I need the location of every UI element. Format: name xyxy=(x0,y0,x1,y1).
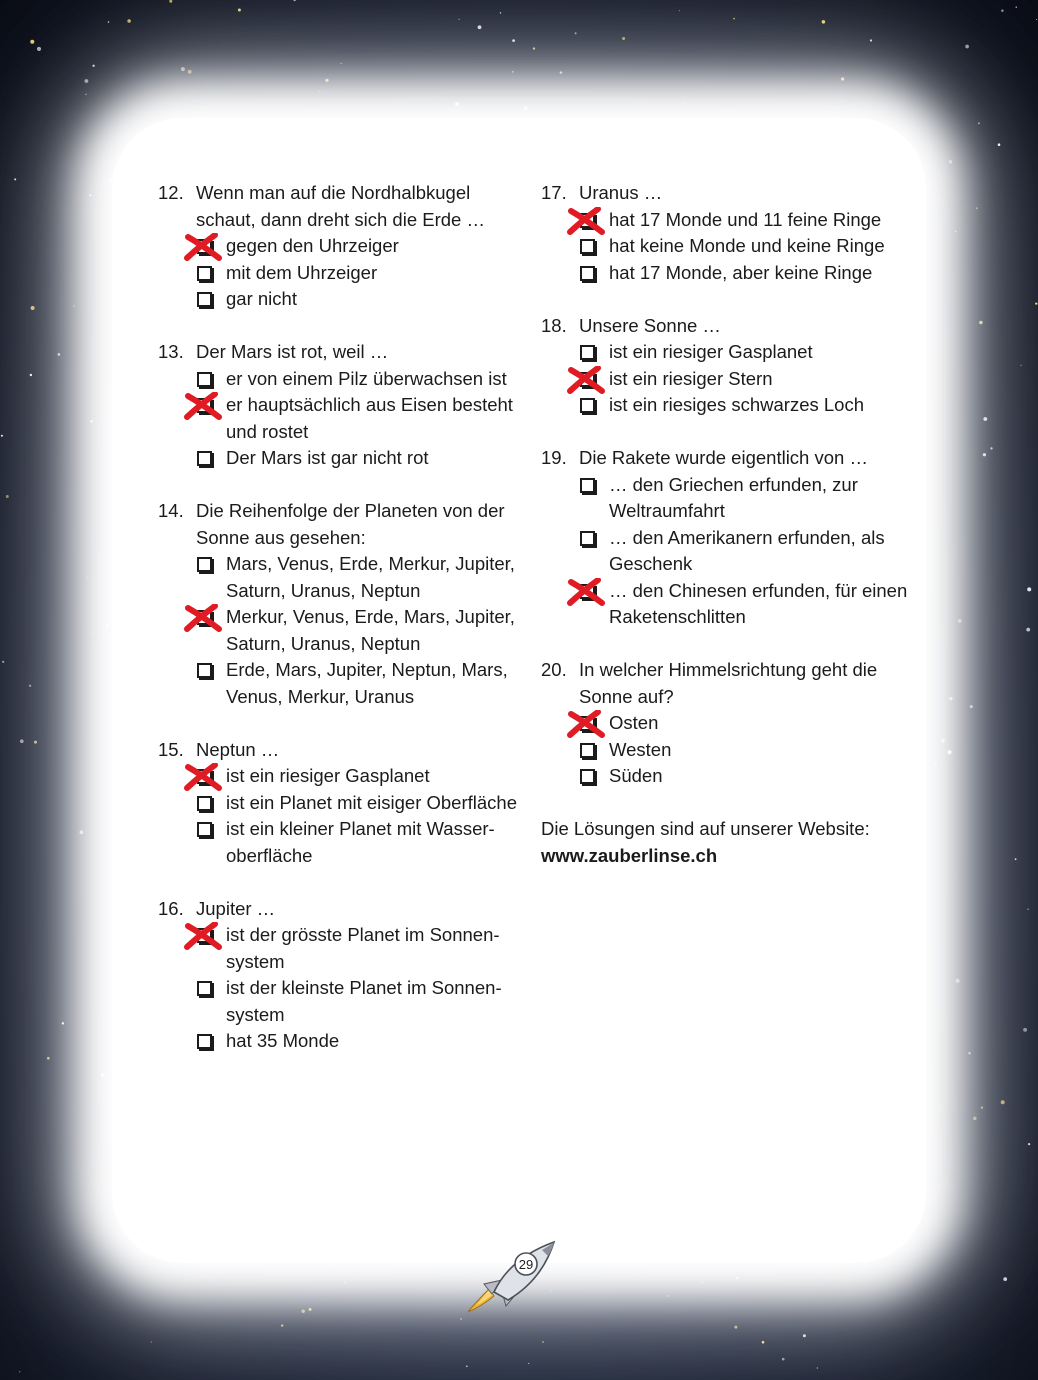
checkbox-icon[interactable] xyxy=(197,372,212,387)
answer-option[interactable] xyxy=(196,260,518,287)
answer-text: Süden xyxy=(609,765,663,786)
question-20 xyxy=(541,657,911,790)
star xyxy=(1015,858,1017,860)
question-text: Unsere Sonne … xyxy=(579,314,721,336)
star xyxy=(29,685,31,687)
answer-text: Westen xyxy=(609,738,672,760)
answer-text: ist ein kleiner Planet mit Wasseroberfläche xyxy=(226,818,495,866)
answer-text: Erde, Mars, Jupiter, Neptun, Mars, Venus, Merkur, Uranus xyxy=(226,659,508,707)
star xyxy=(1020,365,1021,366)
star xyxy=(1036,19,1037,20)
question-13 xyxy=(158,339,518,472)
answer-text: er hauptsächlich aus Eisen besteht und rostet xyxy=(226,394,513,442)
question-12 xyxy=(158,180,518,313)
star xyxy=(973,1117,976,1120)
star xyxy=(309,1308,312,1311)
rocket-page-number xyxy=(462,1236,566,1316)
star xyxy=(478,25,482,29)
star xyxy=(990,447,992,449)
answer-option[interactable] xyxy=(196,445,518,472)
question-number: 20. xyxy=(541,659,567,680)
red-cross-mark-icon xyxy=(184,392,222,420)
answer-text: … den Amerikanern erfunden, als Geschenk xyxy=(609,526,885,574)
star xyxy=(455,102,459,106)
answer-text: gegen den Uhrzeiger xyxy=(226,235,399,256)
star xyxy=(101,1073,105,1077)
star xyxy=(934,763,937,766)
red-cross-mark-icon xyxy=(184,922,222,950)
checkbox-icon[interactable] xyxy=(197,822,212,837)
star xyxy=(667,1295,668,1296)
star xyxy=(869,112,870,113)
star xyxy=(542,1341,544,1343)
star xyxy=(87,577,88,578)
answer-option[interactable] xyxy=(196,790,518,817)
checkbox-icon[interactable] xyxy=(197,981,212,996)
star xyxy=(978,122,980,124)
checkbox-icon[interactable] xyxy=(580,531,595,546)
star xyxy=(89,194,91,196)
question-number: 16. xyxy=(158,897,184,919)
answer-option[interactable] xyxy=(196,763,518,790)
star xyxy=(301,1309,304,1312)
answer-option[interactable] xyxy=(579,366,911,393)
star xyxy=(92,65,94,67)
star xyxy=(90,420,92,422)
star xyxy=(293,0,295,1)
star xyxy=(947,750,951,754)
star xyxy=(92,633,94,635)
star xyxy=(1003,1277,1007,1281)
checkbox-icon[interactable] xyxy=(197,663,212,678)
star xyxy=(466,1365,468,1367)
checkbox-icon[interactable] xyxy=(197,796,212,811)
star xyxy=(169,0,172,3)
questions-column-left xyxy=(158,180,518,1081)
star xyxy=(870,39,872,41)
star xyxy=(2,661,4,663)
answer-option[interactable] xyxy=(196,816,518,869)
star xyxy=(979,321,983,325)
page-number: 29 xyxy=(518,1257,534,1272)
question-text: Die Reihenfolge der Planeten von der Sonne aus gesehen: xyxy=(196,500,505,548)
answer-text: er von einem Pilz überwachsen ist xyxy=(226,367,507,389)
question-number: 17. xyxy=(541,182,567,203)
question-18 xyxy=(541,313,911,419)
question-14 xyxy=(158,498,518,710)
answer-text: ist ein riesiger Gasplanet xyxy=(226,765,430,786)
answer-text: hat 17 Monde und 11 feine Ringe xyxy=(609,208,882,230)
star xyxy=(822,20,825,23)
star xyxy=(341,63,342,64)
answer-text: hat 17 Monde, aber keine Ringe xyxy=(609,261,873,283)
solutions-text: Die Lösungen sind auf unserer Website: xyxy=(541,818,870,839)
answer-text: Osten xyxy=(609,712,659,733)
star xyxy=(949,160,952,163)
star xyxy=(37,47,41,51)
star xyxy=(19,1371,20,1372)
star xyxy=(965,45,969,49)
star xyxy=(84,79,88,83)
star xyxy=(533,47,535,49)
star xyxy=(955,231,957,233)
star xyxy=(512,71,514,73)
answer-text: ist ein riesiges schwarzes Loch xyxy=(609,394,864,415)
answer-option[interactable] xyxy=(196,975,518,1028)
question-text: Jupiter … xyxy=(196,897,276,919)
answer-text: ist ein riesiger Gasplanet xyxy=(609,341,813,362)
star xyxy=(927,784,928,785)
star xyxy=(528,1363,529,1364)
red-cross-mark-icon xyxy=(184,604,222,632)
question-19 xyxy=(541,445,911,631)
star xyxy=(460,1318,462,1320)
answer-option[interactable] xyxy=(579,737,911,764)
star xyxy=(817,1367,818,1368)
star xyxy=(58,353,61,356)
checkbox-icon[interactable] xyxy=(580,345,595,360)
star xyxy=(30,40,34,44)
star xyxy=(1027,908,1029,910)
star xyxy=(702,1282,704,1284)
star xyxy=(62,1022,64,1024)
star xyxy=(733,18,735,20)
answer-option[interactable] xyxy=(196,922,518,975)
answer-text: Merkur, Venus, Erde, Mars, Jupiter, Saturn, Uranus, Neptun xyxy=(226,606,515,654)
question-number: 15. xyxy=(158,738,184,760)
star xyxy=(983,453,986,456)
star xyxy=(325,79,328,82)
question-17 xyxy=(541,180,911,286)
checkbox-icon[interactable] xyxy=(197,266,212,281)
answer-text: ist ein Planet mit eisiger Oberfläche xyxy=(226,791,517,813)
star xyxy=(949,697,952,700)
star xyxy=(97,184,98,185)
answer-option[interactable] xyxy=(196,657,518,710)
star xyxy=(803,1334,806,1337)
star xyxy=(1026,628,1030,632)
red-cross-mark-icon xyxy=(567,366,605,394)
question-text: In welcher Himmelsrichtung geht die Sonne auf? xyxy=(579,659,878,707)
solutions-website-link[interactable]: www.zauberlinse.ch xyxy=(541,844,718,866)
answer-option[interactable] xyxy=(579,260,911,287)
star xyxy=(344,1281,346,1283)
star xyxy=(689,1268,690,1269)
star xyxy=(47,1057,50,1060)
answer-option[interactable] xyxy=(579,710,911,737)
checkbox-icon[interactable] xyxy=(197,1034,212,1049)
star xyxy=(331,1263,333,1265)
answer-option[interactable] xyxy=(579,472,911,525)
star xyxy=(983,417,987,421)
star xyxy=(281,1324,283,1326)
star xyxy=(956,979,960,983)
question-text: Der Mars ist rot, weil … xyxy=(196,341,389,362)
star xyxy=(560,71,562,73)
red-cross-mark-icon xyxy=(567,207,605,235)
answer-option[interactable] xyxy=(579,392,911,419)
question-number: 18. xyxy=(541,314,567,336)
star xyxy=(512,39,515,42)
answer-option[interactable] xyxy=(196,233,518,260)
star xyxy=(633,1273,635,1275)
checkbox-icon[interactable] xyxy=(580,266,595,281)
star xyxy=(679,10,680,11)
star xyxy=(970,705,973,708)
star xyxy=(108,21,110,23)
answer-text: … den Griechen erfunden, zur Weltraumfahrt xyxy=(609,473,858,521)
star xyxy=(958,619,962,623)
star xyxy=(1001,1100,1005,1104)
red-cross-mark-icon xyxy=(567,710,605,738)
star xyxy=(1,435,3,437)
question-number: 13. xyxy=(158,341,184,362)
answer-option[interactable] xyxy=(579,578,911,631)
question-number: 12. xyxy=(158,182,184,203)
star xyxy=(1027,587,1031,591)
question-number: 19. xyxy=(541,447,567,468)
answer-text: gar nicht xyxy=(226,288,297,309)
question-16 xyxy=(158,896,518,1055)
answer-text: … den Chinesen erfunden, für einen Raketenschlitten xyxy=(609,579,908,627)
star xyxy=(1028,1143,1030,1145)
star xyxy=(976,207,978,209)
star xyxy=(968,1052,970,1054)
star xyxy=(683,102,684,103)
answer-option[interactable] xyxy=(196,551,518,604)
star xyxy=(459,19,460,20)
red-cross-mark-icon xyxy=(184,233,222,261)
star xyxy=(940,1104,941,1105)
question-text: Uranus … xyxy=(579,182,663,203)
answer-option[interactable] xyxy=(196,604,518,657)
star xyxy=(108,558,110,560)
star xyxy=(105,624,108,627)
answer-option[interactable] xyxy=(196,1028,518,1055)
answer-option[interactable] xyxy=(579,525,911,578)
star xyxy=(1001,10,1003,12)
answer-text: hat 35 Monde xyxy=(226,1030,340,1051)
star xyxy=(524,106,528,110)
star xyxy=(14,178,16,180)
questions-column-right xyxy=(541,180,911,869)
checkbox-icon[interactable] xyxy=(580,398,595,413)
checkbox-icon[interactable] xyxy=(580,478,595,493)
question-15 xyxy=(158,737,518,870)
star xyxy=(319,91,320,92)
star xyxy=(998,143,1001,146)
checkbox-icon[interactable] xyxy=(197,557,212,572)
red-cross-mark-icon xyxy=(567,578,605,606)
answer-text: mit dem Uhrzeiger xyxy=(226,261,378,283)
checkbox-icon[interactable] xyxy=(580,743,595,758)
star xyxy=(941,739,945,743)
star xyxy=(31,306,35,310)
checkbox-icon[interactable] xyxy=(197,451,212,466)
checkbox-icon[interactable] xyxy=(197,292,212,307)
star xyxy=(358,1278,359,1279)
star xyxy=(736,1277,739,1280)
answer-text: ist ein riesiger Stern xyxy=(609,367,773,389)
answer-option[interactable] xyxy=(196,286,518,313)
star xyxy=(500,12,502,14)
star xyxy=(151,1341,152,1342)
answer-text: Mars, Venus, Erde, Merkur, Jupiter, Saturn, Uranus, Neptun xyxy=(226,553,515,601)
answer-option[interactable] xyxy=(196,392,518,445)
star xyxy=(734,1326,737,1329)
star xyxy=(1023,1028,1027,1032)
question-text: Wenn man auf die Nordhalbkugel schaut, dann dreht sich die Erde … xyxy=(196,182,485,230)
star xyxy=(127,19,131,23)
answer-text: Der Mars ist gar nicht rot xyxy=(226,447,429,468)
star xyxy=(622,37,625,40)
solutions-note xyxy=(541,816,911,869)
answer-option[interactable] xyxy=(579,763,911,790)
star xyxy=(34,741,37,744)
star xyxy=(30,374,32,376)
star xyxy=(20,739,24,743)
star xyxy=(805,1268,806,1269)
star xyxy=(981,1106,983,1108)
question-text: Neptun … xyxy=(196,738,280,760)
answer-text: ist der grösste Planet im Sonnensystem xyxy=(226,924,500,972)
star xyxy=(181,67,185,71)
star xyxy=(762,1341,765,1344)
answer-option[interactable] xyxy=(579,207,911,234)
star xyxy=(841,77,844,80)
star xyxy=(73,305,74,306)
checkbox-icon[interactable] xyxy=(580,769,595,784)
answer-option[interactable] xyxy=(579,233,911,260)
star xyxy=(80,830,84,834)
question-text: Die Rakete wurde eigentlich von … xyxy=(579,447,868,468)
red-cross-mark-icon xyxy=(184,763,222,791)
answer-option[interactable] xyxy=(196,366,518,393)
answer-option[interactable] xyxy=(579,339,911,366)
answer-text: hat keine Monde und keine Ringe xyxy=(609,235,885,256)
answer-text: ist der kleinste Planet im Sonnensystem xyxy=(226,977,502,1025)
star xyxy=(1035,302,1037,304)
checkbox-icon[interactable] xyxy=(580,239,595,254)
question-number: 14. xyxy=(158,500,184,521)
star xyxy=(782,1358,785,1361)
star xyxy=(6,495,9,498)
star xyxy=(188,70,192,74)
star xyxy=(1016,6,1017,7)
star xyxy=(575,32,577,34)
star xyxy=(238,8,241,11)
star xyxy=(85,94,87,96)
